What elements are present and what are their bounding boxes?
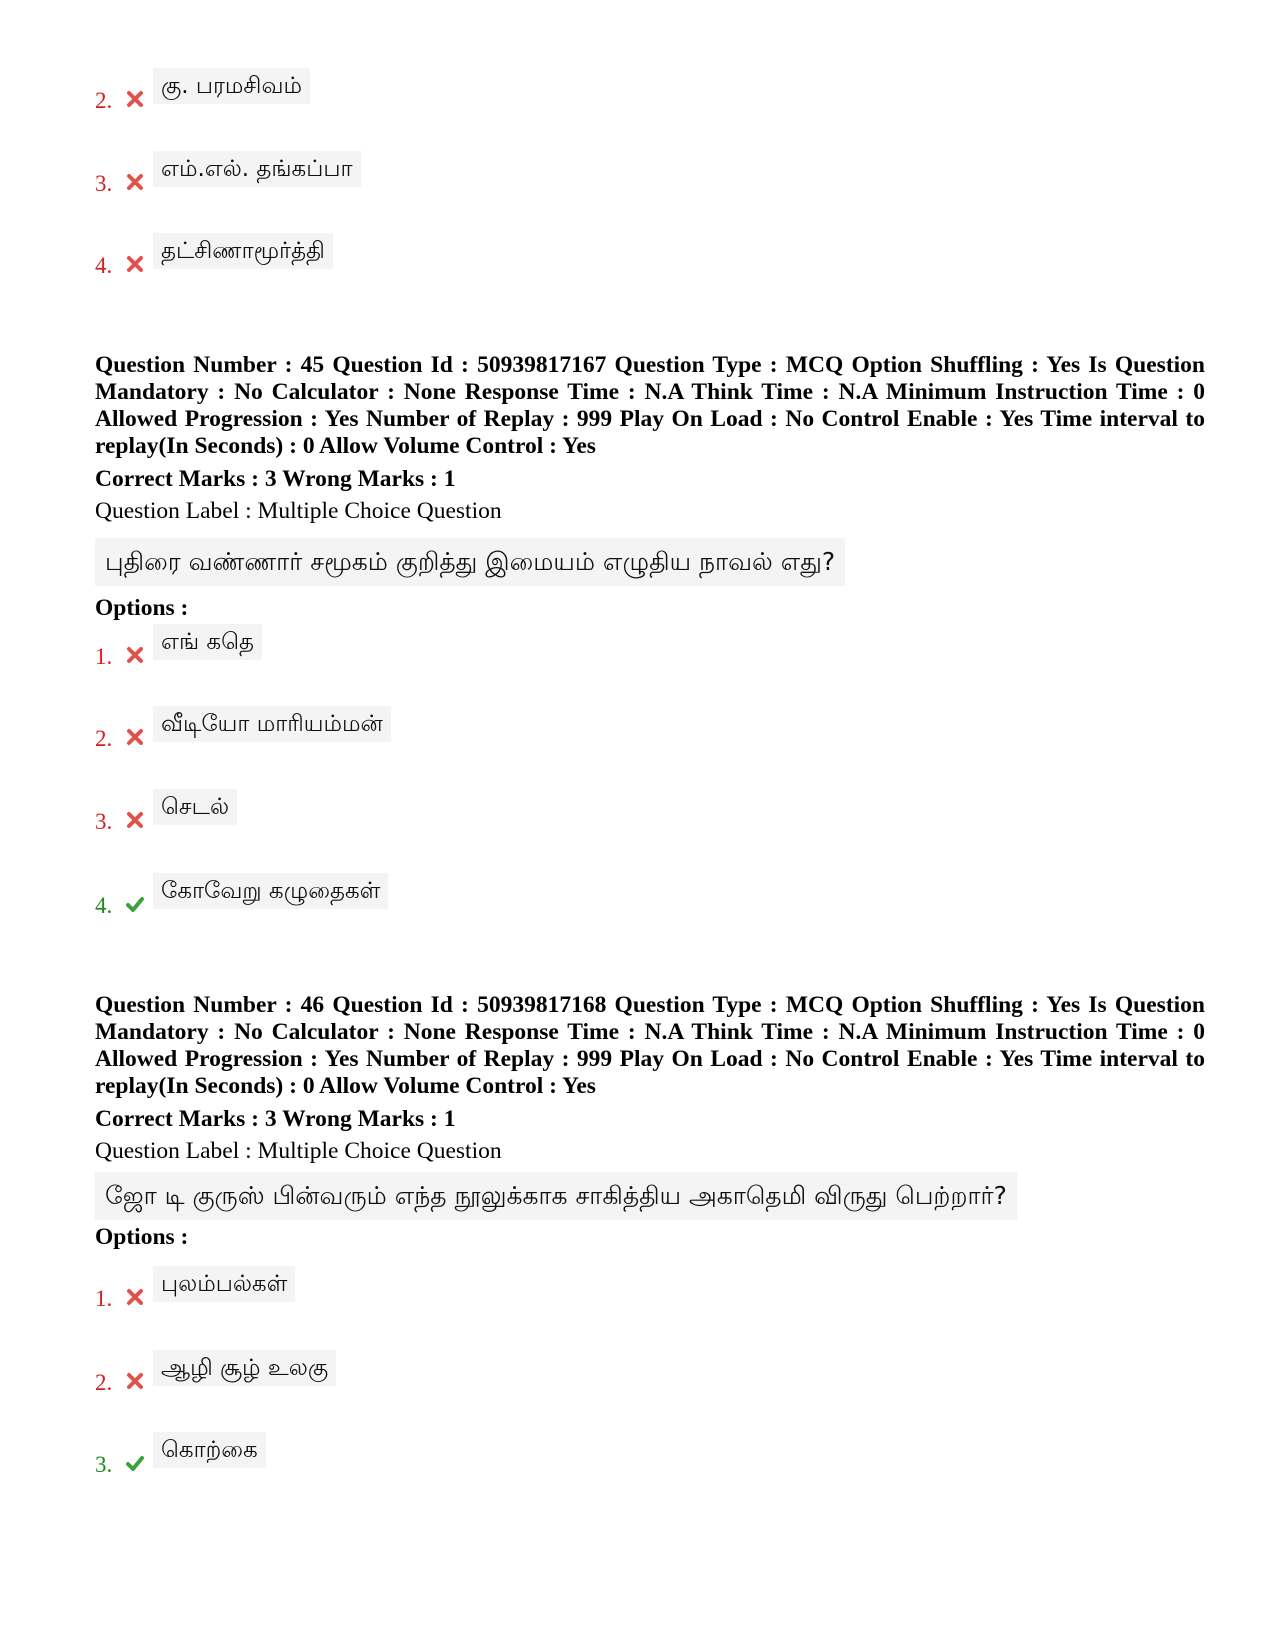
option-text: செடல்	[153, 789, 237, 825]
question-label: Question Label : Multiple Choice Question	[95, 498, 502, 524]
cross-icon	[125, 645, 145, 665]
cross-icon	[125, 172, 145, 192]
question-meta: Question Number : 45 Question Id : 50939817167 Question Type : MCQ Option Shuffling : Yes Is Question Mandatory : No Calculator : None Response Time : N.A Think Time : N.A Minimum Instruction Time : 0 Allowed Progression : Yes Number of Replay : 999 Play On Load : No Control Enable : Yes Time interval to replay(In Seconds) : 0 Allow Volume Control : Yes	[95, 352, 1205, 459]
option-text: வீடியோ மாரியம்மன்	[153, 706, 391, 742]
option-text: எம்.எல். தங்கப்பா	[153, 151, 361, 187]
option-text: ஆழி சூழ் உலகு	[153, 1350, 336, 1386]
options-heading: Options :	[95, 595, 189, 621]
cross-icon	[125, 89, 145, 109]
cross-icon	[125, 1287, 145, 1307]
option-number: 1.	[95, 644, 113, 669]
option-text: கொற்கை	[153, 1432, 266, 1468]
option-text: எங் கதெ	[153, 624, 262, 660]
option-number: 1.	[95, 1286, 113, 1311]
options-heading: Options :	[95, 1224, 189, 1250]
option-number: 3.	[95, 809, 113, 834]
check-icon	[125, 894, 145, 914]
option-text: புலம்பல்கள்	[153, 1266, 295, 1302]
option-text: கோவேறு கழுதைகள்	[153, 873, 388, 909]
question-meta: Question Number : 46 Question Id : 50939817168 Question Type : MCQ Option Shuffling : Yes Is Question Mandatory : No Calculator : None Response Time : N.A Think Time : N.A Minimum Instruction Time : 0 Allowed Progression : Yes Number of Replay : 999 Play On Load : No Control Enable : Yes Time interval to replay(In Seconds) : 0 Allow Volume Control : Yes	[95, 992, 1205, 1099]
option-text: தட்சிணாமூர்த்தி	[153, 233, 333, 269]
question-marks: Correct Marks : 3 Wrong Marks : 1	[95, 1106, 456, 1132]
option-number: 4.	[95, 893, 113, 918]
cross-icon	[125, 1371, 145, 1391]
option-number: 2.	[95, 726, 113, 751]
cross-icon	[125, 810, 145, 830]
cross-icon	[125, 254, 145, 274]
check-icon	[125, 1453, 145, 1473]
option-number: 3.	[95, 171, 113, 196]
option-number: 3.	[95, 1452, 113, 1477]
option-number: 2.	[95, 1370, 113, 1395]
question-text: ஜோ டி குருஸ் பின்வரும் எந்த நூலுக்காக சாகித்திய அகாதெமி விருது பெற்றார்?	[95, 1172, 1017, 1220]
option-number: 4.	[95, 253, 113, 278]
question-text: புதிரை வண்ணார் சமூகம் குறித்து இமையம் எழுதிய நாவல் எது?	[95, 538, 845, 586]
question-label: Question Label : Multiple Choice Question	[95, 1138, 502, 1164]
question-marks: Correct Marks : 3 Wrong Marks : 1	[95, 466, 456, 492]
cross-icon	[125, 727, 145, 747]
option-number: 2.	[95, 88, 113, 113]
option-text: கு. பரமசிவம்	[153, 68, 310, 104]
